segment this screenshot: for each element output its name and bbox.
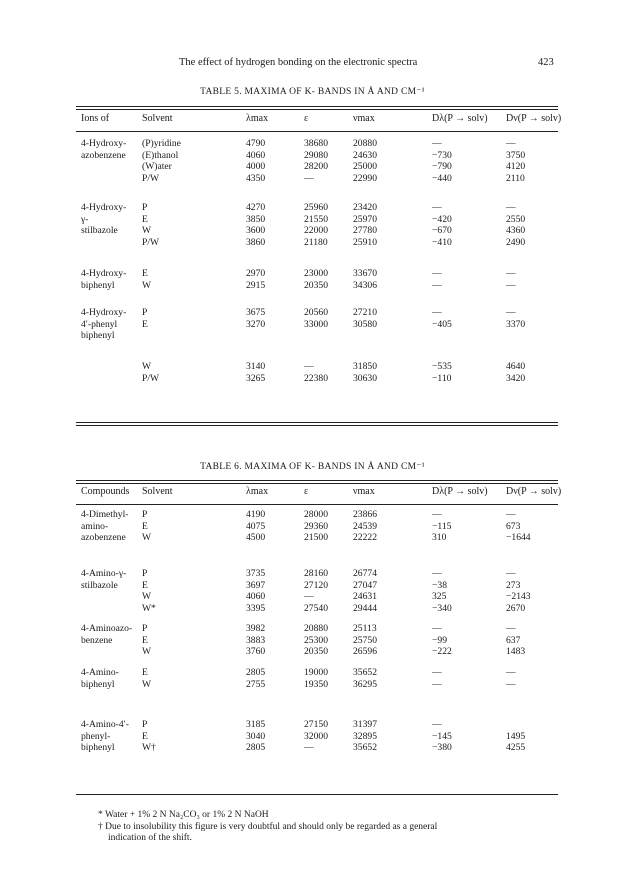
table-cell: W: [142, 279, 152, 291]
compound-label: amino-: [81, 520, 109, 532]
table-cell: −222: [432, 646, 452, 658]
col-header: Solvent: [142, 486, 173, 497]
table-cell: 4270: [246, 202, 266, 213]
table-cell: 23866: [353, 509, 377, 520]
table-cell: P/W: [142, 372, 160, 384]
compound-label: 4-Amino-: [81, 667, 119, 678]
table-cell: 27210: [353, 307, 377, 318]
table-cell: 3395: [246, 603, 266, 615]
table-cell: 32000: [304, 730, 328, 742]
table-cell: —: [506, 568, 516, 579]
table-cell: 27047: [353, 579, 377, 591]
table-cell: 29444: [353, 603, 377, 615]
table-cell: 24630: [353, 149, 377, 161]
table-cell: —: [432, 268, 442, 279]
table-cell: 3420: [506, 372, 526, 384]
table-cell: −99: [432, 634, 448, 646]
compound-label: azobenzene: [81, 532, 126, 544]
running-head-title: The effect of hydrogen bonding on the electronic spectra: [179, 57, 418, 68]
table-cell: 22990: [353, 173, 377, 185]
table-cell: —: [506, 138, 516, 149]
table-cell: E: [142, 213, 148, 225]
table-cell: 35652: [353, 742, 377, 754]
footnotes: [98, 810, 562, 845]
col-header: Compounds: [81, 486, 130, 497]
table-cell: 30580: [353, 318, 377, 330]
table-cell: 1495: [506, 730, 526, 742]
col-header: νmax: [353, 113, 375, 124]
table-cell: 3750: [506, 149, 526, 161]
table-cell: 23420: [353, 202, 377, 213]
table-cell: 20880: [353, 138, 377, 149]
table-cell: 31397: [353, 719, 377, 730]
table-cell: −405: [432, 318, 452, 330]
table-cell: 20350: [304, 646, 328, 658]
table-cell: 33000: [304, 318, 328, 330]
compound-label: biphenyl: [81, 678, 115, 690]
table-cell: 30630: [353, 372, 377, 384]
table-cell: −110: [432, 372, 452, 384]
table-cell: 3140: [246, 361, 266, 372]
table-cell: W†: [142, 742, 156, 754]
compound-label: 4-Hydroxy-: [81, 268, 127, 279]
table-cell: —: [304, 361, 314, 372]
table-cell: 3270: [246, 318, 266, 330]
table-cell: 31850: [353, 361, 377, 372]
table-cell: 4060: [246, 149, 266, 161]
table-cell: 19350: [304, 678, 328, 690]
table-cell: 3185: [246, 719, 266, 730]
table-cell: −2143: [506, 591, 531, 603]
compound-label: stilbazole: [81, 225, 118, 237]
table-cell: −1644: [506, 532, 531, 544]
table-cell: 32895: [353, 730, 377, 742]
col-header: νmax: [353, 486, 375, 497]
compound-label: biphenyl: [81, 279, 115, 291]
table-cell: 25910: [353, 237, 377, 249]
compound-label: phenyl-: [81, 730, 111, 742]
table-cell: P: [142, 307, 148, 318]
table-cell: E: [142, 730, 148, 742]
table-cell: W: [142, 225, 152, 237]
table-cell: −670: [432, 225, 452, 237]
table-cell: 4190: [246, 509, 266, 520]
table-cell: 4120: [506, 161, 526, 173]
compound-label: stilbazole: [81, 579, 118, 591]
compound-label: azobenzene: [81, 149, 126, 161]
table-cell: 36295: [353, 678, 377, 690]
table-cell: —: [506, 202, 516, 213]
compound-label: 4-Amino-γ-: [81, 568, 127, 579]
col-header: λmax: [246, 113, 269, 124]
table5-bottom-rule: [76, 422, 558, 423]
table-cell: 21180: [304, 237, 328, 249]
table-cell: 2670: [506, 603, 526, 615]
table-cell: —: [506, 667, 516, 678]
table-cell: 21550: [304, 213, 328, 225]
table-cell: 4000: [246, 161, 266, 173]
footnote: * Water + 1% 2 N Na₂CO₃ or 1% 2 N NaOH: [98, 810, 269, 820]
table-cell: —: [432, 509, 442, 520]
table-cell: P: [142, 623, 148, 634]
table-cell: 3760: [246, 646, 266, 658]
table-cell: 22380: [304, 372, 328, 384]
table-cell: —: [432, 719, 442, 730]
table-cell: E: [142, 667, 148, 678]
table-cell: —: [506, 623, 516, 634]
table-cell: 34306: [353, 279, 377, 291]
table-cell: E: [142, 520, 148, 532]
table-cell: 24539: [353, 520, 377, 532]
table6-top-rule: [76, 480, 558, 484]
table-cell: 27540: [304, 603, 328, 615]
compound-label: 4′-phenyl: [81, 318, 118, 330]
table-cell: 2915: [246, 279, 266, 291]
table-cell: (E)thanol: [142, 149, 179, 161]
table-cell: −145: [432, 730, 452, 742]
table-cell: —: [304, 742, 314, 754]
compound-label: 4-Hydroxy-: [81, 138, 127, 149]
footnote: indication of the shift.: [108, 833, 192, 843]
table-cell: 29080: [304, 149, 328, 161]
table-cell: 22222: [353, 532, 377, 544]
table-cell: 3850: [246, 213, 266, 225]
table-cell: E: [142, 268, 148, 279]
compound-label: biphenyl: [81, 330, 115, 342]
table-cell: 38680: [304, 138, 328, 149]
table5-header-rule: [76, 131, 558, 132]
col-header: ε: [304, 486, 309, 497]
col-header: Ions of: [81, 113, 110, 124]
table-cell: −340: [432, 603, 452, 615]
table-cell: 4640: [506, 361, 526, 372]
table6-header-rule: [76, 504, 558, 505]
table-cell: 25113: [353, 623, 377, 634]
table-cell: 25960: [304, 202, 328, 213]
table-cell: 26596: [353, 646, 377, 658]
table-cell: W: [142, 532, 152, 544]
table-cell: —: [506, 307, 516, 318]
table-cell: 1483: [506, 646, 526, 658]
table-cell: 2805: [246, 667, 266, 678]
table-cell: 20350: [304, 279, 328, 291]
table-cell: 2970: [246, 268, 266, 279]
compound-label: 4-Hydroxy-: [81, 202, 127, 213]
table-cell: (P)yridine: [142, 138, 181, 149]
compound-label: 4-Hydroxy-: [81, 307, 127, 318]
table-cell: −790: [432, 161, 452, 173]
table-cell: 21500: [304, 532, 328, 544]
table-cell: 2490: [506, 237, 526, 249]
table-cell: 2755: [246, 678, 266, 690]
table-cell: −440: [432, 173, 452, 185]
table-cell: −420: [432, 213, 452, 225]
table-cell: 310: [432, 532, 447, 544]
table-cell: 2805: [246, 742, 266, 754]
table-cell: —: [432, 678, 442, 690]
table-cell: —: [432, 279, 442, 291]
table-cell: 3265: [246, 372, 266, 384]
table-cell: 3697: [246, 579, 266, 591]
table-cell: 325: [432, 591, 447, 603]
table-cell: 27780: [353, 225, 377, 237]
table-cell: —: [432, 623, 442, 634]
col-header: λmax: [246, 486, 269, 497]
table-cell: 28000: [304, 509, 328, 520]
running-head: [0, 57, 625, 71]
table-cell: P: [142, 202, 148, 213]
table-cell: 3370: [506, 318, 526, 330]
table-cell: W: [142, 678, 152, 690]
table-cell: P: [142, 719, 148, 730]
col-header: ε: [304, 113, 309, 124]
compound-label: benzene: [81, 634, 113, 646]
table-cell: 273: [506, 579, 521, 591]
table-cell: 27150: [304, 719, 328, 730]
table5-bottom-rule: [76, 425, 558, 426]
table-cell: P/W: [142, 173, 160, 185]
table-cell: 4350: [246, 173, 266, 185]
table-cell: 24631: [353, 591, 377, 603]
table6-caption: TABLE 6. MAXIMA OF K- BANDS IN Å AND CM⁻¹: [200, 462, 425, 472]
table-cell: 19000: [304, 667, 328, 678]
table-cell: —: [304, 173, 314, 185]
table-cell: W: [142, 591, 152, 603]
table-cell: −410: [432, 237, 452, 249]
table-cell: 23000: [304, 268, 328, 279]
table-cell: —: [432, 568, 442, 579]
table-cell: 637: [506, 634, 521, 646]
table-cell: 22000: [304, 225, 328, 237]
table-cell: 28200: [304, 161, 328, 173]
table-cell: —: [432, 307, 442, 318]
table-cell: 4790: [246, 138, 266, 149]
table-cell: 4075: [246, 520, 266, 532]
table-cell: 27120: [304, 579, 328, 591]
table-cell: —: [432, 667, 442, 678]
table-cell: —: [506, 678, 516, 690]
table-cell: E: [142, 318, 148, 330]
table-cell: (W)ater: [142, 161, 172, 173]
table-cell: —: [506, 268, 516, 279]
compound-label: 4-Aminoazo-: [81, 623, 133, 634]
table-cell: 26774: [353, 568, 377, 579]
col-header: Dλ(P → solv): [432, 486, 488, 497]
table-cell: 3675: [246, 307, 266, 318]
table-cell: 3735: [246, 568, 266, 579]
table-cell: —: [432, 202, 442, 213]
table-cell: −730: [432, 149, 452, 161]
table-cell: 4500: [246, 532, 266, 544]
table-cell: 3982: [246, 623, 266, 634]
table-cell: 25970: [353, 213, 377, 225]
table5-caption: TABLE 5. MAXIMA OF K- BANDS IN Å AND CM⁻¹: [200, 87, 425, 97]
table-cell: —: [506, 509, 516, 520]
table-cell: 2550: [506, 213, 526, 225]
table-cell: 4255: [506, 742, 526, 754]
table-cell: W*: [142, 603, 156, 615]
table-cell: 3040: [246, 730, 266, 742]
table-cell: W: [142, 361, 152, 372]
page-number: 423: [538, 57, 554, 68]
col-header: Solvent: [142, 113, 173, 124]
table-cell: −535: [432, 361, 452, 372]
table-cell: —: [432, 138, 442, 149]
table-cell: 25000: [353, 161, 377, 173]
footnote: † Due to insolubility this figure is very doubtful and should only be regarded as a general: [98, 821, 438, 832]
col-header: Dλ(P → solv): [432, 113, 488, 124]
table-cell: 3600: [246, 225, 266, 237]
table-cell: 4360: [506, 225, 526, 237]
table-cell: 28160: [304, 568, 328, 579]
table-cell: E: [142, 579, 148, 591]
table-cell: P: [142, 568, 148, 579]
table-cell: 25750: [353, 634, 377, 646]
table-cell: W: [142, 646, 152, 658]
table-cell: 2110: [506, 173, 525, 185]
compound-label: 4-Dimethyl-: [81, 509, 129, 520]
table6-bottom-rule: [76, 794, 558, 795]
table-cell: 4060: [246, 591, 266, 603]
table-cell: 20560: [304, 307, 328, 318]
table-cell: E: [142, 634, 148, 646]
col-header: Dν(P → solv): [506, 486, 562, 497]
table-cell: P/W: [142, 237, 160, 249]
table-cell: −380: [432, 742, 452, 754]
table-cell: 20880: [304, 623, 328, 634]
compound-label: biphenyl: [81, 742, 115, 754]
table-cell: 3883: [246, 634, 266, 646]
table-cell: 29360: [304, 520, 328, 532]
table-cell: 3860: [246, 237, 266, 249]
table-cell: −115: [432, 520, 452, 532]
compound-label: 4-Amino-4′-: [81, 719, 129, 730]
col-header: Dν(P → solv): [506, 113, 562, 124]
table-cell: 673: [506, 520, 521, 532]
table-cell: P: [142, 509, 148, 520]
table-cell: —: [304, 591, 314, 603]
table-cell: −38: [432, 579, 448, 591]
table-cell: 33670: [353, 268, 377, 279]
compound-label: γ-: [81, 213, 89, 225]
table-cell: 25300: [304, 634, 328, 646]
table-cell: —: [506, 279, 516, 291]
table-cell: 35652: [353, 667, 377, 678]
table5-top-rule: [76, 106, 558, 110]
